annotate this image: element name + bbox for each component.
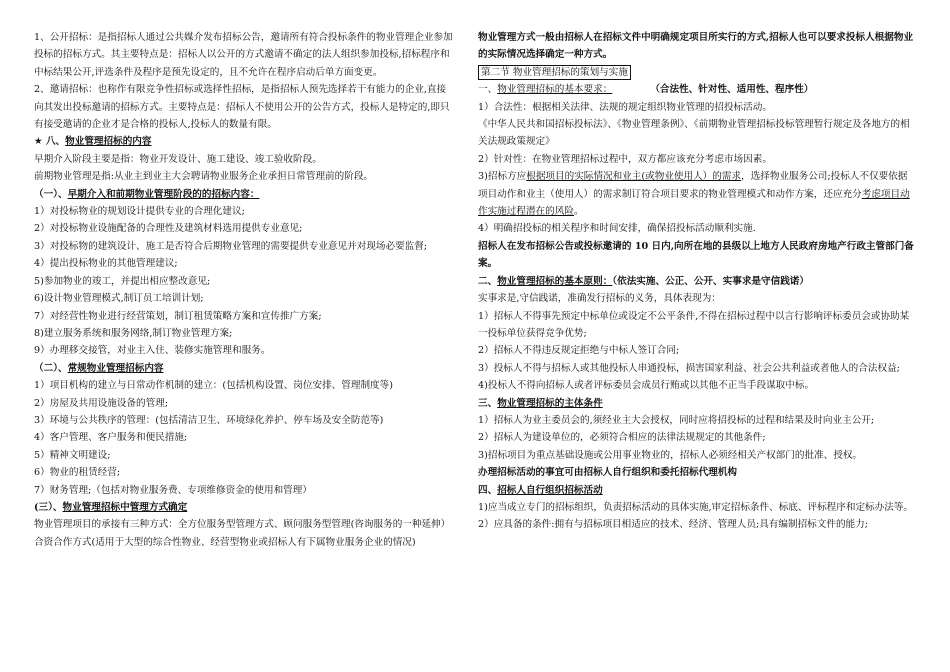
list-item: 2）针对性：在物业管理招标过程中，双方都应该充分考虑市场因素。 <box>478 153 772 165</box>
heading-note: （合法性、针对性、适用性、程序性） <box>650 84 814 96</box>
heading-principles <box>478 273 914 290</box>
heading-number: 四、 <box>478 484 498 496</box>
list-item: 1）招标人不得事先预定中标单位或设定不公平条件,不得在招标过程中以言行影响评标委员会或协助某一投标单位获得竞争优势; <box>478 310 910 339</box>
heading-title: 招标人自行组织招标活动 <box>497 484 603 496</box>
heading-title: 物业管理招标的基本要求： <box>497 84 613 96</box>
text-run: 。 <box>573 206 584 218</box>
section-heading <box>478 64 914 81</box>
heading-number: 八、 <box>45 136 66 148</box>
subheading-3 <box>34 499 454 516</box>
list-item: 2）对投标物业设施配备的合理性及建筑材料选用提供专业意见; <box>34 223 303 235</box>
list-item: 4）提出投标物业的其他管理建议; <box>34 258 178 270</box>
list-item: 1）招标人为业主委员会的,须经业主大会授权，同时应将招投标的过程和结果及时向业主公开; <box>478 414 875 426</box>
star-icon: ★ <box>34 136 43 148</box>
list-item: 1）合法性：根据相关法律、法规的规定组织物业管理的招投标活动。 <box>478 101 772 113</box>
paragraph-pre-management: 前期物业管理是指:从业主到业主大会聘请物业服务企业承担日常管理前的阶段。 <box>34 171 374 183</box>
subheading-number: (三）、 <box>34 501 63 513</box>
subheading-number: （二）、 <box>34 362 68 374</box>
paragraph-invited-tender: 2、邀请招标：也称作有限竞争性招标或选择性招标，是指招标人预先选择若干有能力的企业,直接向其发出投标邀请的招标方式。主要特点是：招标人不使用公开的公告方式，投标人是特定的,即只有接受邀请的企业才是合格的投标人,投标人的数量有限。 <box>34 84 450 131</box>
list-item: 1）对投标物业的规划设计提供专业的合理化建议; <box>34 206 245 218</box>
paragraph-filing: 招标人在发布招标公告或投标邀请的 10 日内,向所在地的县级以上地方人民政府房地产行政主管部门备案。 <box>478 240 914 270</box>
heading-title: 物业管理招标的基本原则： <box>497 275 613 287</box>
left-column <box>34 29 454 551</box>
text-run: 3)招标方应 <box>478 171 527 183</box>
section-title-box: 第二节 物业管理招标的策划与实施 <box>478 65 631 80</box>
heading-requirements <box>478 81 914 98</box>
subheading-title: 物业管理招标中管理方式确定 <box>62 501 188 513</box>
paragraph-open-tender: 1、公开招标：是指招标人通过公共媒介发布招标公告，邀请所有符合投标条件的物业管理企业参加投标的招标方式。其主要特点是：招标人以公开的方式邀请不确定的法人组织参加投标,招标程序和中标结果公开,评选条件及程序是预先设定的，且不允许在程序启动后单方面变更。 <box>34 32 453 78</box>
heading-number: 三、 <box>478 397 498 409</box>
heading-title: 物业管理招标的内容 <box>65 136 152 148</box>
list-item: 2）房屋及共用设施设备的管理; <box>34 397 169 409</box>
underlined-run: 根据项目的实际情况和业主(或物业使用人）的需求 <box>526 171 742 183</box>
paragraph-management-mode-choice: 物业管理方式一般由招标人在招标文件中明确规定项目所实行的方式,招标人也可以要求投标人根据物业的实际情况选择确定一种方式。 <box>478 32 914 61</box>
heading-subject-conditions <box>478 395 914 412</box>
heading-number: 二、 <box>478 275 498 287</box>
paragraph-organization: 办理招标活动的事宜可由招标人自行组织和委托招标代理机构 <box>478 467 738 479</box>
list-item: 8)建立服务系统和服务网络,制订物业管理方案; <box>34 327 233 339</box>
paragraph-principle-intro: 实事求是,守信践诺，准确发行招标的义务，具体表现为： <box>478 293 721 305</box>
list-item <box>478 168 914 220</box>
list-item: 7）财务管理;（包括对物业服务费、专项维修资金的使用和管理） <box>34 484 312 496</box>
list-item: 9）办理移交接管，对业主入住、装修实施管理和服务。 <box>34 345 271 357</box>
subheading-2 <box>34 360 454 377</box>
subheading-number: （一）、 <box>34 188 68 200</box>
list-item: 7）对经营性物业进行经营策划，制订租赁策略方案和宣传推广方案; <box>34 310 322 322</box>
list-item: 4）客户管理、客户服务和便民措施; <box>34 432 188 444</box>
list-item: 5）精神文明建设; <box>34 449 111 461</box>
list-item: 5)参加物业的竣工，并提出相应整改意见; <box>34 275 211 287</box>
list-item: 4）明确招投标的相关程序和时间安排，确保招投标活动顺利实施. <box>478 223 756 235</box>
list-item: 4)投标人不得向招标人或者评标委员会成员行贿或以其他不正当手段谋取中标。 <box>478 380 815 392</box>
list-item: 6）物业的租赁经营; <box>34 467 121 479</box>
paragraph-early-stage: 早期介入阶段主要是指：物业开发设计、施工建设、竣工验收阶段。 <box>34 153 322 165</box>
list-item: 1）项目机构的建立与日常动作机制的建立：(包括机构设置、岗位安排、管理制度等) <box>34 380 393 392</box>
heading-number: 一、 <box>478 84 498 96</box>
subheading-title: 早期介入和前期物业管理阶段的的招标内容： <box>67 188 260 200</box>
list-item: 3）投标人不得与招标人或其他投标人串通投标，损害国家利益、社会公共利益或者他人的合法权益; <box>478 362 900 374</box>
list-item: 3）对投标物的建筑设计、施工是否符合后期物业管理的需要提供专业意见并对现场必要监督; <box>34 240 428 252</box>
list-item: 1)应当成立专门的招标组织，负责招标活动的具体实施,审定招标条件、标底、评标程序和定标办法等。 <box>478 501 914 513</box>
list-item: 3）环境与公共秩序的管理：(包括清洁卫生、环境绿化养护、停车场及安全防范等) <box>34 414 384 426</box>
law-references: 《中华人民共和国招标投标法》、《物业管理条例》、《前期物业管理招标投标管理暂行规定及各地方的相关法规政策规定》 <box>478 119 910 148</box>
list-item: 3)招标项目为重点基础设施或公用事业物业的，招标人必须经相关产权部门的批准、授权。 <box>478 449 863 461</box>
heading-self-organized <box>478 482 914 499</box>
list-item: 2）应具备的条件:拥有与招标项目相适应的技术、经济、管理人员;具有编制招标文件的能力; <box>478 519 868 531</box>
underlined-run: 考虑项目动作实施过程潜在的风险 <box>478 188 910 218</box>
subheading-1 <box>34 186 454 203</box>
subheading-title: 常规物业管理招标内容 <box>67 362 164 374</box>
heading-title: 物业管理招标的主体条件 <box>497 397 603 409</box>
right-column <box>478 29 914 534</box>
list-item: 2）招标人为建设单位的，必须符合相应的法律法规规定的其他条件; <box>478 432 766 444</box>
heading-note: （依法实施、公正、公开、实事求是守信践诺） <box>612 275 809 287</box>
text-run: ，选择物业服务公司;投标人不仅要依据项目动作和业主（使用人）的需求制订符合项目要求的物业管理模式和动作方案，还应充分 <box>478 171 908 200</box>
list-item: 6)设计物业管理模式,制订员工培训计划; <box>34 293 204 305</box>
heading-section-8 <box>34 133 454 150</box>
paragraph-management-modes: 物业管理项目的承接有三种方式：全方位服务型管理方式、顾问服务型管理(咨询服务的一种延伸）合资合作方式(适用于大型的综合性物业、经营型物业或招标人有下属物业服务企业的情况) <box>34 519 451 548</box>
list-item: 2）招标人不得违反规定拒绝与中标人签订合同; <box>478 345 680 357</box>
